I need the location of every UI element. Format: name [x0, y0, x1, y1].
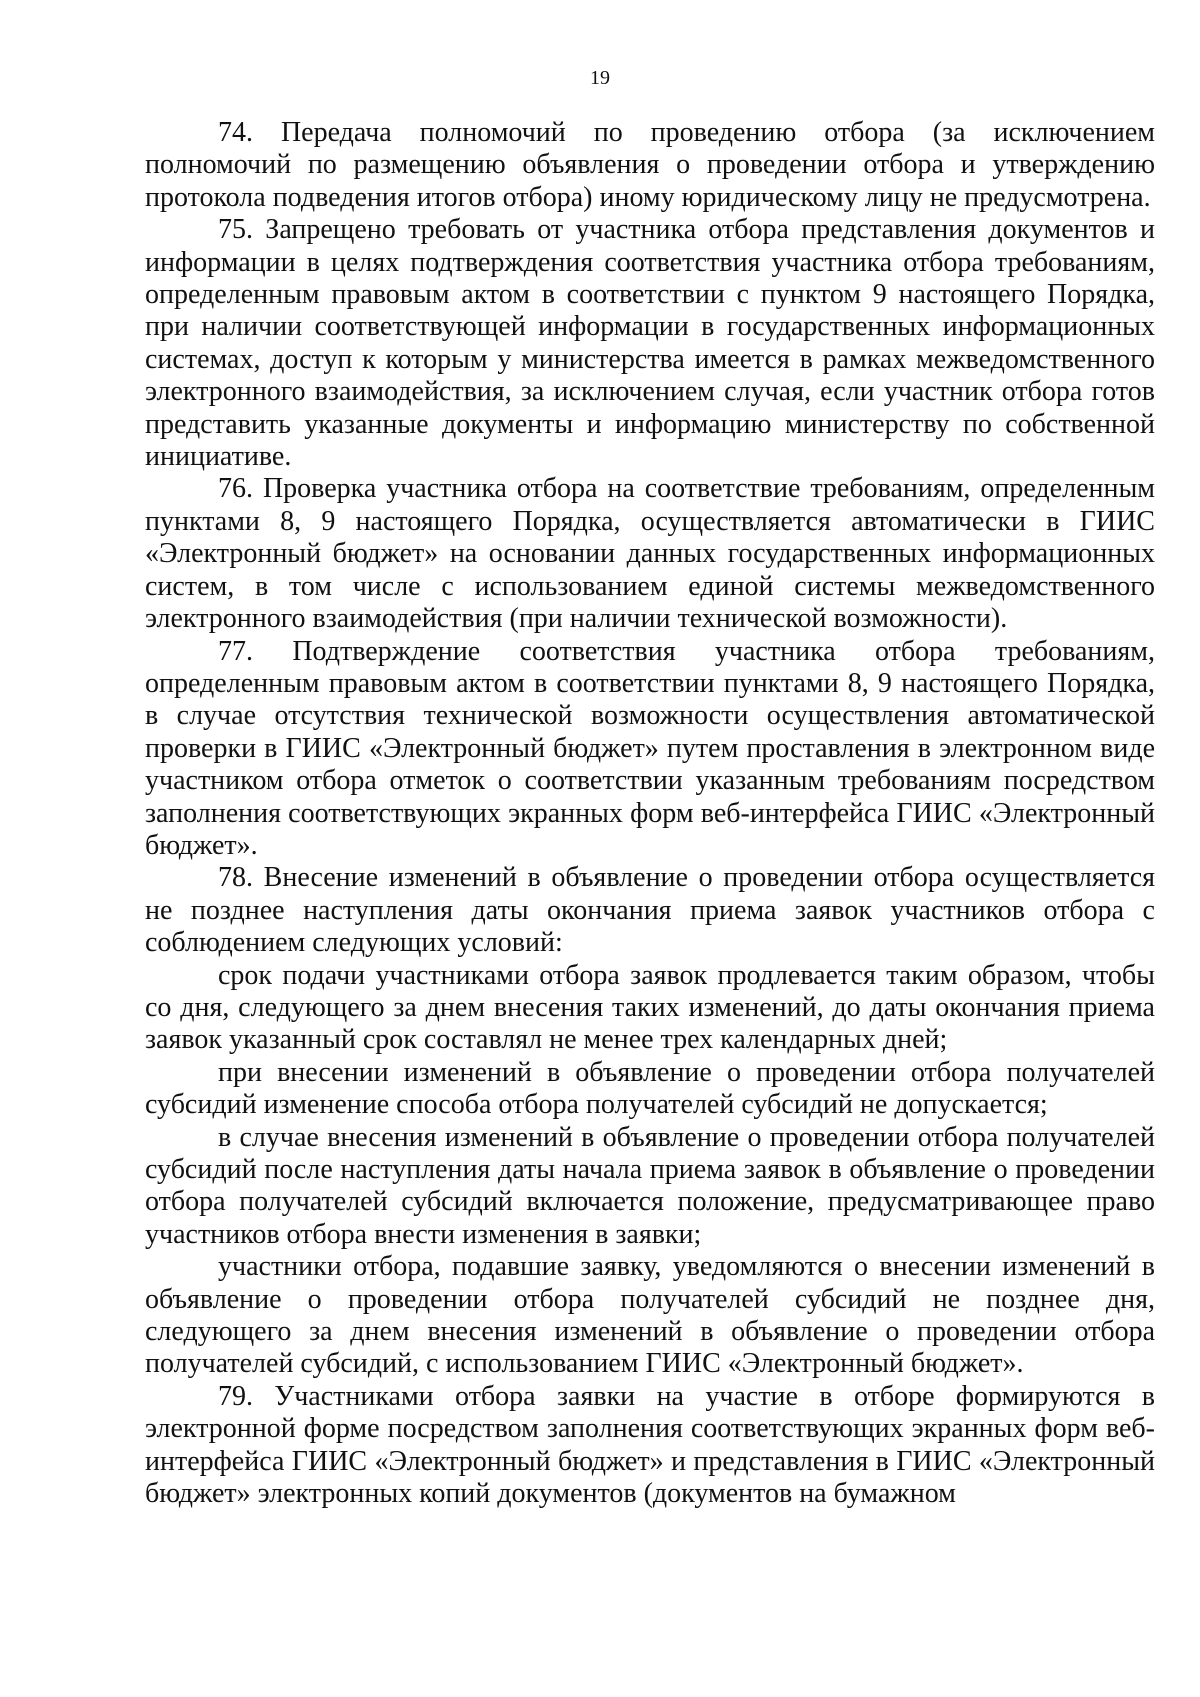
paragraph-75: 75. Запрещено требовать от участника отбора представления документов и информации в целях подтверждения соответствия участника отбора требованиям, определенным правовым актом в соответствии с пунктом 9 настоящего Порядка, при наличии соответствующей информации в государственных информационных системах, доступ к которым у министерства имеется в рамках межведомственного электронного взаимодействия, за исключением случая, если участник отбора готов представить указанные документы и информацию министерству по собственной инициативе. [145, 214, 1155, 473]
paragraph-78-condition-4: участники отбора, подавшие заявку, уведомляются о внесении изменений в объявление о проведении отбора получателей субсидий не позднее дня, следующего за днем внесения изменений в объявление о проведении отбора получателей субсидий, с использованием ГИИС «Электронный бюджет». [145, 1251, 1155, 1380]
page-number: 19 [590, 67, 610, 89]
paragraph-79: 79. Участниками отбора заявки на участие в отборе формируются в электронной форме посредством заполнения соответствующих экранных форм веб-интерфейса ГИИС «Электронный бюджет» и представления в ГИИС «Электронный бюджет» электронных копий документов (документов на бумажном [145, 1380, 1155, 1510]
document-body [145, 117, 1155, 1510]
paragraph-78-condition-2: при внесении изменений в объявление о проведении отбора получателей субсидий изменение способа отбора получателей субсидий не допускается; [145, 1056, 1155, 1121]
paragraph-76: 76. Проверка участника отбора на соответствие требованиям, определенным пунктами 8, 9 настоящего Порядка, осуществляется автоматически в ГИИС «Электронный бюджет» на основании данных государственных информационных систем, в том числе с использованием единой системы межведомственного электронного взаимодействия (при наличии технической возможности). [145, 473, 1155, 635]
paragraph-77: 77. Подтверждение соответствия участника отбора требованиям, определенным правовым актом в соответствии пунктами 8, 9 настоящего Порядка, в случае отсутствия технической возможности осуществления автоматической проверки в ГИИС «Электронный бюджет» путем проставления в электронном виде участником отбора отметок о соответствии указанным требованиям посредством заполнения соответствующих экранных форм веб-интерфейса ГИИС «Электронный бюджет». [145, 635, 1155, 861]
paragraph-78-condition-3: в случае внесения изменений в объявление о проведении отбора получателей субсидий после наступления даты начала приема заявок в объявление о проведении отбора получателей субсидий включается положение, предусматривающее право участников отбора внести изменения в заявки; [145, 1121, 1155, 1250]
paragraph-78-condition-1: срок подачи участниками отбора заявок продлевается таким образом, чтобы со дня, следующего за днем внесения таких изменений, до даты окончания приема заявок указанный срок составлял не менее трех календарных дней; [145, 959, 1155, 1056]
paragraph-74: 74. Передача полномочий по проведению отбора (за исключением полномочий по размещению объявления о проведении отбора и утверждению протокола подведения итогов отбора) иному юридическому лицу не предусмотрена. [145, 117, 1155, 213]
paragraph-78: 78. Внесение изменений в объявление о проведении отбора осуществляется не позднее наступления даты окончания приема заявок участников отбора с соблюдением следующих условий: [145, 862, 1155, 959]
